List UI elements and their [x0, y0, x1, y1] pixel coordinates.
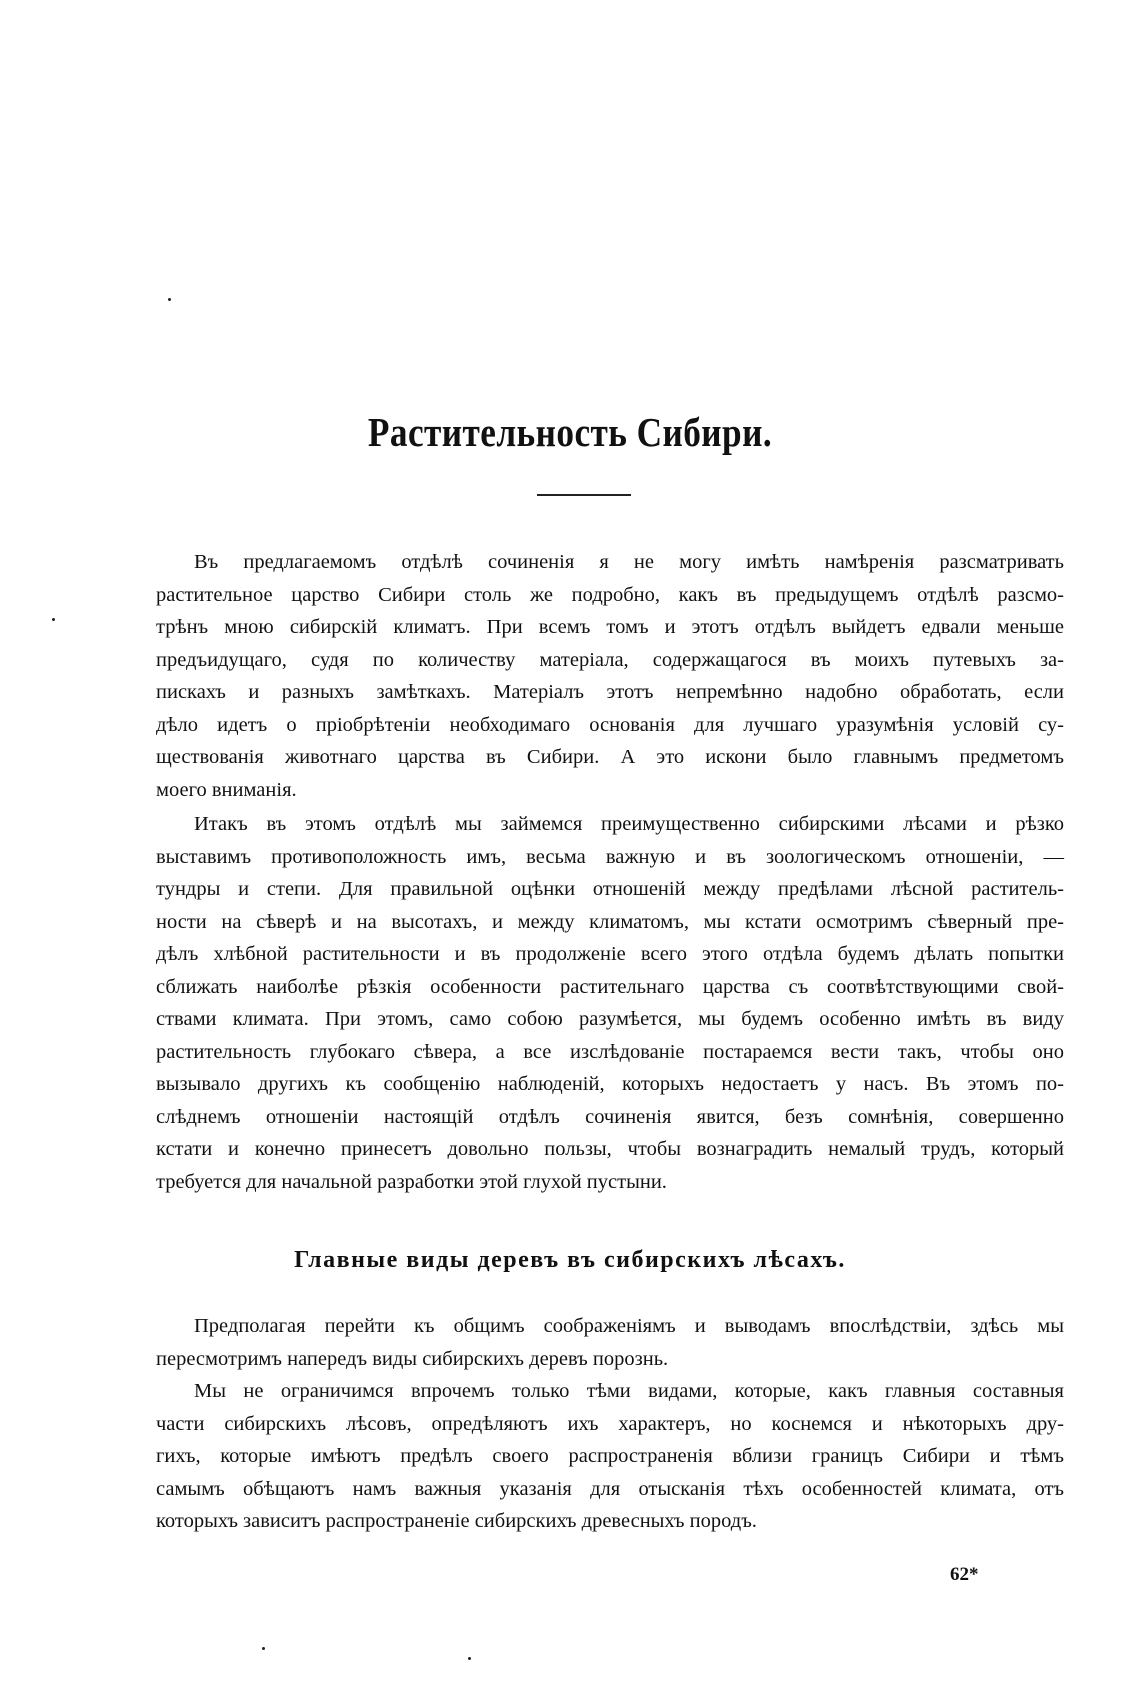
text-line: ности на сѣверѣ и на высотахъ, и между климатомъ, мы кстати осмотримъ сѣверный пре- [156, 910, 1064, 933]
section-heading: Главные виды деревъ въ сибирскихъ лѣсахъ. [294, 1247, 846, 1273]
text-line: предъидущаго, судя по количеству матеріала, содержащагося въ моихъ путевыхъ за- [156, 648, 1064, 671]
print-speck [262, 1647, 265, 1650]
text-line: растительность глубокаго сѣвера, а все изслѣдованіе постараемся вести такъ, чтобы оно [156, 1040, 1064, 1063]
print-speck [468, 1657, 471, 1660]
text-line: Итакъ въ этомъ отдѣлѣ мы займемся преимущественно сибирскими лѣсами и рѣзко [194, 813, 1064, 835]
text-line: Мы не ограничимся впрочемъ только тѣми видами, которые, какъ главныя составныя [194, 1380, 1064, 1402]
print-speck [168, 298, 171, 301]
text-line: вызывало другихъ къ сообщенію наблюденій, которыхъ недостаетъ у насъ. Въ этомъ по- [156, 1073, 1064, 1095]
text-line: требуется для начальной разработки этой глухой пустыни. [156, 1170, 667, 1193]
print-speck [52, 618, 55, 621]
text-line: самымъ обѣщаютъ намъ важныя указанія для отысканія тѣхъ особенностей климата, отъ [156, 1477, 1064, 1500]
page-number: 62* [950, 1564, 979, 1585]
text-line: пискахъ и разныхъ замѣткахъ. Матеріалъ этотъ непремѣнно надобно обработать, если [156, 681, 1064, 703]
text-line: ществованія животнаго царства въ Сибири. А это искони было главнымъ предметомъ [156, 746, 1064, 768]
text-line: пересмотримъ напередъ виды сибирскихъ деревъ порознь. [156, 1347, 669, 1370]
title-divider [537, 494, 631, 496]
text-line: ствами климата. При этомъ, само собою разумѣется, мы будемъ особенно имѣть въ виду [156, 1008, 1064, 1030]
text-line: Предполагая перейти къ общимъ соображеніямъ и выводамъ впослѣдствіи, здѣсь мы [194, 1315, 1064, 1337]
text-line: сближать наиболѣе рѣзкія особенности растительнаго царства съ соотвѣтствующими свой- [156, 975, 1064, 998]
text-line: кстати и конечно принесетъ довольно пользы, чтобы вознаградить немалый трудъ, который [156, 1138, 1064, 1160]
text-line: трѣнъ мною сибирскій климатъ. При всемъ томъ и этотъ отдѣлъ выйдетъ едвали меньше [156, 616, 1064, 638]
text-line: Въ предлагаемомъ отдѣлѣ сочиненія я не могу имѣть намѣренія разсматривать [194, 551, 1064, 573]
paragraph-2 [156, 808, 1064, 1198]
text-line: части сибирскихъ лѣсовъ, опредѣляютъ ихъ характеръ, но коснемся и нѣкоторыхъ дру- [156, 1412, 1064, 1435]
text-line: слѣднемъ отношеніи настоящій отдѣлъ сочиненія явится, безъ сомнѣнія, совершенно [156, 1105, 1064, 1128]
text-line: дѣлъ хлѣбной растительности и въ продолженіе всего этого отдѣла будемъ дѣлать попытки [156, 943, 1064, 965]
page-title: Растительность Сибири. [367, 409, 773, 455]
text-line: дѣло идетъ о пріобрѣтеніи необходимаго основанія для лучшаго уразумѣнія условій су- [156, 713, 1064, 736]
text-line: которыхъ зависитъ распространеніе сибирскихъ древесныхъ породъ. [156, 1510, 757, 1532]
text-line: растительное царство Сибири столь же подробно, какъ въ предыдущемъ отдѣлѣ разсмо- [156, 583, 1064, 606]
text-line: моего вниманія. [156, 778, 297, 801]
paragraph-4 [156, 1375, 1064, 1538]
paragraph-3 [156, 1310, 1064, 1375]
paragraph-1 [156, 546, 1064, 806]
text-line: гихъ, которые имѣютъ предѣлъ своего распространенія вблизи границъ Сибири и тѣмъ [156, 1445, 1064, 1467]
text-line: выставимъ противоположность имъ, весьма важную и въ зоологическомъ отношеніи, — [156, 845, 1064, 868]
text-line: тундры и степи. Для правильной оцѣнки отношеній между предѣлами лѣсной раститель- [156, 878, 1064, 900]
